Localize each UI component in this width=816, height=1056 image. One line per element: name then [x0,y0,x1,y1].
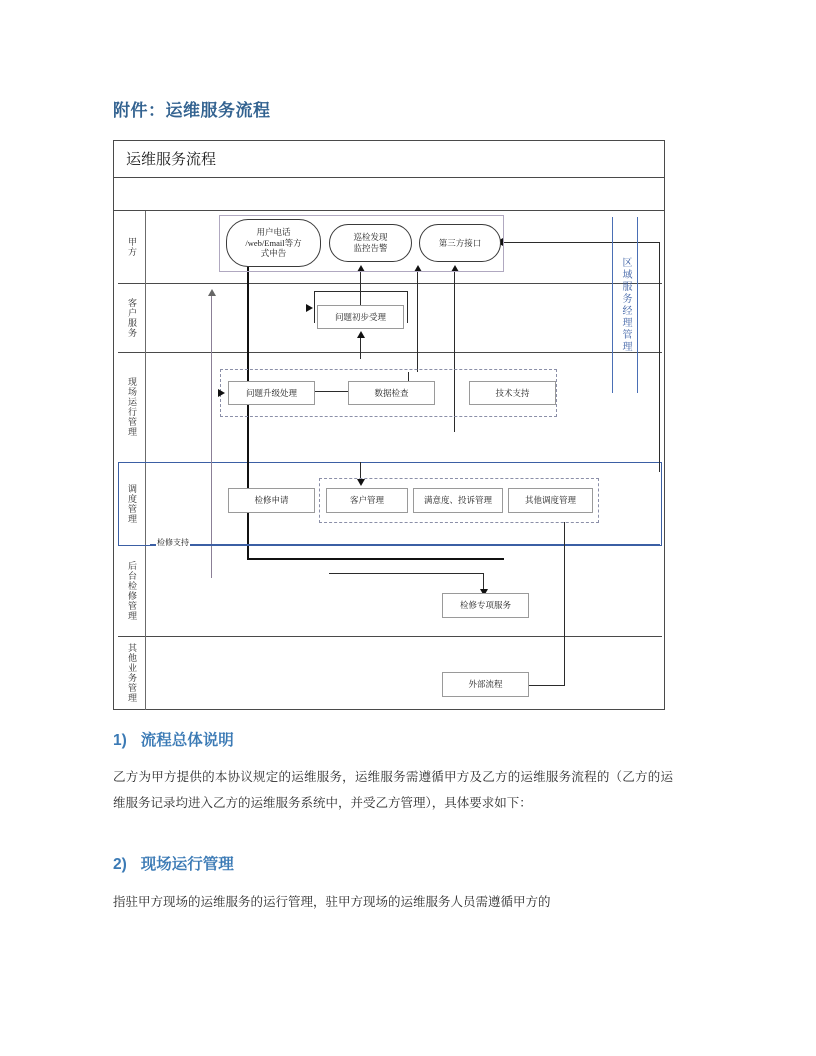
page-title: 附件：运维服务流程 [113,101,271,120]
connector-dispatch-to-external [564,522,565,685]
section-heading-1 [113,728,234,750]
edge-label-maintenance-support: 检修支持 [157,538,189,547]
swimlane-label-text: 后台检修管理 [127,561,137,621]
connector-datacheck-up [417,269,418,372]
swimlane-label-text: 现场运行管理 [127,377,137,437]
section-title-2: 现场运行管理 [140,856,234,873]
connector-initial-right-rail [407,291,408,323]
node-initial-acceptance[interactable]: 问题初步受理 [317,305,404,329]
node-maintenance-special-service[interactable]: 检修专项服务 [442,593,529,618]
swimlane-label-dispatch [118,463,146,545]
swimlane-label-text: 其他业务管理 [127,643,137,703]
swimlane-label-text: 甲方 [127,237,137,257]
swimlane-other-business [114,636,664,710]
arrow-into-initial-acceptance [306,304,313,312]
section-number-2: 2) [113,856,127,873]
swimlane-label-text: 调度管理 [127,484,137,524]
swimlane-label-party-a [118,211,146,283]
connector-initial-left-rail [314,291,315,323]
section-title-1: 流程总体说明 [140,732,234,749]
diagram-header [114,141,664,178]
section-heading-2 [113,852,234,874]
node-customer-mgmt[interactable]: 客户管理 [326,488,408,513]
connector-maintenance-support [150,544,660,546]
swimlane-label-text: 客户服务 [127,297,137,338]
connector-backbone-bottom [247,558,504,560]
diagram-header-title: 运维服务流程 [126,152,217,168]
process-flow-diagram [113,140,665,710]
node-data-check[interactable]: 数据检查 [348,381,435,405]
arrow-into-escalation [218,389,225,397]
node-escalation[interactable]: 问题升级处理 [228,381,315,405]
swimlane-label-onsite-ops [118,352,146,462]
connector-into-special-service-h [329,573,484,574]
arrow-up-to-initial-acceptance [357,331,365,338]
swimlane-label-customer-service [118,283,146,352]
connector-right-return-vertical [659,242,660,472]
node-other-dispatch[interactable]: 其他调度管理 [508,488,593,513]
connector-left-rail [211,293,212,578]
node-maintenance-request[interactable]: 检修申请 [228,488,315,513]
connector-initial-top-right [360,291,408,292]
node-user-report[interactable] [226,219,321,267]
connector-escalation-to-initial [360,335,361,359]
node-tech-support[interactable]: 技术支持 [469,381,556,405]
side-panel-label: 区域服务经理管理 [620,257,631,353]
arrow-left-rail-up [208,289,216,296]
section-body-2: 指驻甲方现场的运维服务的运行管理，驻甲方现场的运维服务人员需遵循甲方的 [113,895,551,909]
node-user-report-line2: /web/Email等方 [245,237,302,248]
section-body-1: 乙方为甲方提供的本协议规定的运维服务，运维服务需遵循甲方及乙方的运维服务流程的（乙方的运维服务记录均进入乙方的运维服务系统中，并受乙方管理），具体要求如下： [113,770,673,810]
swimlane-label-backend-maintenance [118,546,146,636]
node-third-party-api[interactable]: 第三方接口 [419,224,501,262]
node-satisfaction-complaint[interactable]: 满意度、投诉管理 [413,488,503,513]
node-user-report-line3: 式申告 [260,248,287,259]
connector-initial-top-left [314,291,360,292]
connector-initial-to-inspection [360,269,361,306]
node-user-report-line1: 用户电话 [256,227,291,238]
diagram-subheader-band [114,178,664,211]
swimlane-container [114,211,664,710]
node-inspection-alarm-line1: 巡检发现 [353,232,388,243]
section-number-1: 1) [113,732,127,749]
node-external-process[interactable]: 外部流程 [442,672,529,697]
side-panel-regional-service-manager [612,217,638,393]
node-inspection-alarm[interactable] [329,224,412,262]
node-inspection-alarm-line2: 监控告警 [353,243,388,253]
swimlane-label-other-business [118,636,146,710]
